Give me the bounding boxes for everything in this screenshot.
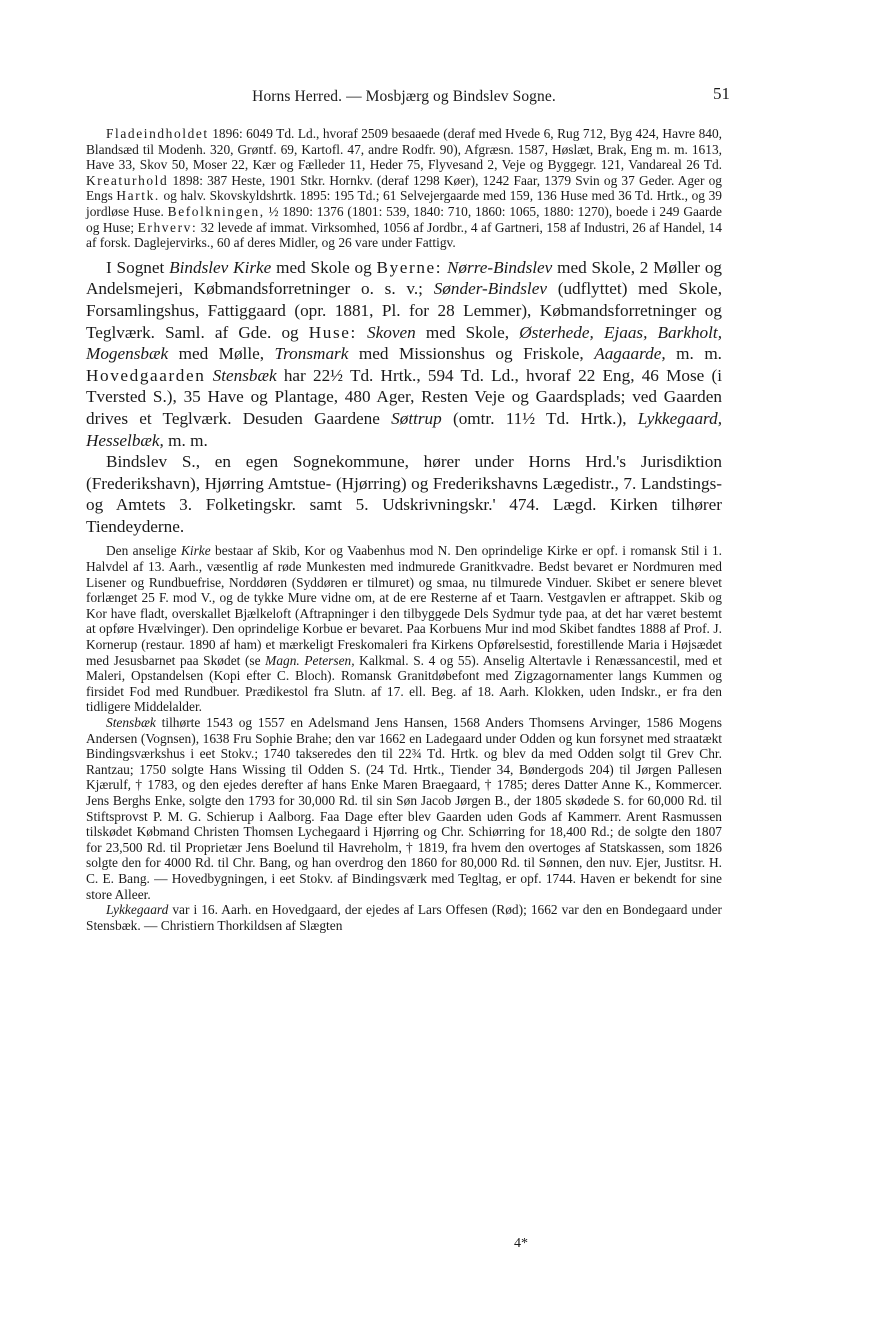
church-paragraph [86, 543, 722, 715]
place-lykkegaard-hesselbaek: Lykkegaard, Hesselbæk, [86, 408, 722, 450]
running-title: Horns Herred. — Mosbjærg og Bindslev Sogne. [252, 88, 556, 105]
text-run: 32 levede af immat. Virksomhed, 1056 af Jordbr., 4 af Gartneri, 158 af Industri, 26 af Handel, 14 af forsk. Daglejervirks., 60 af deres Midler, og 26 vare under Fattigv. [86, 219, 723, 251]
page-number: 51 [713, 84, 730, 103]
parish-description-paragraph [86, 257, 722, 451]
text-run: Kalkmal. S. 4 og 55). Anselig Altertavle i Renæssancestil, med et Maleri, Opstandelsen (Kopi efter C. Bloch). Romansk Granitdøbefont med Zigzagornamenter langs Kummen og firsidet Fod med Rundbuer. Prædikestol fra Slutn. af 17. ell. Beg. af 18. Aarh. Klokken, uden Indskr., er fra den tidligere Middelalder. [86, 652, 722, 715]
text-run [357, 323, 367, 342]
place-sottrup: Søttrup [391, 408, 442, 428]
text-run: ½ 1890: 1376 (1801: 539, 1840: 710, 1860: 1065, 1880: 1270), boede i 249 Gaarde og Huse; [86, 203, 722, 235]
text-run: bestaar af Skib, Kor og Vaabenhus mod N. Den oprindelige Kirke er opf. i romansk Stil i 1. Halvdel af 13. Aarh., væsentlig af røde Munkesten med indmurede Granitkvadre. Bedst bevaret er Nordmuren med Lisener og Rundbuefrise, Norddøren (Syddøren er tilmuret) og smaa, nu tilmurede Vinduer. Skibet er senere blevet forlænget 25 F. mod V., og de tykke Mure vidne om, at de ere Resterne af et Taarn. Vestgavlen er aftrappet. Skib og Kor have fladt, overskallet Bjælkeloft (Aftrapninger i den tilbyggede Dels Sydmur tyde paa, at det har været bestemt at opføre Hvælvinger). Den oprindelige Korbue er bevaret. Paa Korbuens Mur ind mod Skibet fandtes 1888 af Prof. J. Kornerup (restaur. 1890 af ham) et mærkeligt Freskomaleri fra Kirkens Opførelsestid, forestillende Maria i Højsædet med Jesusbarnet paa Skødet (se [86, 543, 722, 668]
term-byerne: Byerne: [376, 257, 443, 277]
text-run: med Mølle, [168, 344, 275, 364]
place-stensbaek-heading: Stensbæk [106, 715, 156, 730]
text-run: 1896: 6049 Td. Ld., hvoraf 2509 besaaede (deraf med Hvede 6, Rug 712, Byg 424, Havre 840, Blandsæd til Modenh. 320, Grøntf. 69, Kartofl. 47, andre Rodfr. 90), Afgræsn. 1587, Høslæt, Brak, Eng m. m. 1613, Have 33, Skov 50, Moser 22, Kær og Fælleder 11, Heder 75, Flyvesand 2, Veje og Byggegr. 121, Vandareal 26 Td. [86, 126, 722, 173]
text-run: I Sognet [106, 257, 170, 277]
text-run: m. m. [665, 344, 722, 364]
text-run: var i 16. Aarh. en Hovedgaard, der ejedes af Lars Offesen (Rød); 1662 var den en Bondegaard under Stensbæk. — Christiern Thorkildsen af Slægten [86, 902, 722, 933]
reference-magn-petersen: Magn. Petersen, [265, 652, 355, 668]
text-run: med Skole og [271, 257, 377, 277]
place-lykkegaard-heading: Lykkegaard [106, 902, 169, 918]
text-run: har 22½ Td. Hrtk., 594 Td. Ld., hvoraf 22 Eng, 46 Mose (i Tversted S.), 35 Have og Plantage, 480 Ager, Resten Veje og Gaardsplads; ved Gaarden drives et Teglværk. Desuden Gaardene [86, 365, 723, 428]
place-skoven: Skoven [367, 322, 416, 342]
place-aagaarde: Aagaarde, [594, 344, 666, 364]
place-bindslev-kirke: Bindslev Kirke [169, 257, 272, 277]
text-run: med Skole, [415, 322, 520, 342]
term-huse: Huse: [308, 322, 357, 342]
lykkegaard-paragraph [86, 902, 722, 933]
sheet-signature: 4* [514, 1236, 528, 1251]
place-list: Østerhede, Ejaas, Barkholt, Mogensbæk [86, 322, 722, 364]
text-run: tilhørte 1543 og 1557 en Adelsmand Jens Hansen, 1568 Anders Thomsens Arvinger, 1586 Mogens Andersen (Vognsen), 1638 Fru Sophie Brahe; den var 1662 en Ladegaard under Odden og kun forsynet med straatækt Bindingsværkshus i eet Stokv.; 1740 takseredes den til 22¾ Td. Hrtk. og blev da med Odden solgt til Grev Chr. Rantzau; 1750 solgte Hans Wissing til Odden S. (24 Td. Hrtk., Tiender 34, Bøndergods 204) til Jørgen Pallesen Kjærulf, † 1783, og den ejedes derefter af hans Enke Maren Braegaard, † 1785; deres Datter Anne K., Kommercer. Jens Berghs Enke, solgte den 1793 for 30,000 Rd. til sin Søn Jacob Jørgen B., der 1805 skødede S. for 60,000 Rd. til Stiftsprovst P. M. G. Schierup i Aalborg. Faa Dage efter blev Gaarden uden Gods af Kammerr. Arent Rasmussen tilskødet Købmand Christen Thomsen Lychegaard i Hjørring og Chr. Schiørring for 18,400 Rd.; de solgte den 1807 for 23,500 Rd. til Proprietær Jens Boelund til Havreholm, † 1819, fra hvem den overtoges af Statskassen, som 1826 solgte den for 4000 Rd. til Chr. Bang, og han overdrog den 1860 for 80,000 Rd. til Sønnen, den nuv. Ejer, Justitsr. H. C. E. Bang. — Hovedbygningen, i eet Stokv. af Bindingsværk med Tegltag, er opf. 1744. Haven er bekendt for sine store Alleer. [86, 715, 722, 902]
term-kirke: Kirke [180, 543, 211, 559]
text-run: (omtr. 11½ Td. Hrtk.), [441, 408, 638, 428]
text-run [205, 366, 212, 385]
term-befolkningen: Befolkningen, [167, 203, 265, 219]
stensbaek-history-paragraph [86, 715, 722, 902]
text-run: med Missionshus og Friskole, [348, 344, 595, 364]
place-sonder-bindslev: Sønder-Bindslev [433, 279, 547, 299]
term-fladeindholdet: Fladeindholdet [106, 126, 209, 141]
page [86, 84, 730, 933]
text-run: (udflyttet) med Skole, Forsamlingshus, Fattiggaard (opr. 1881, Pl. for 28 Lemmer), Købmandsforretninger og Teglværk. Saml. af Gde. og [86, 279, 722, 342]
text-run: Den anselige [106, 543, 181, 559]
term-hartk: Hartk. [116, 188, 160, 204]
term-hovedgaarden: Hovedgaarden [86, 365, 206, 385]
place-stensbaek: Stensbæk [212, 365, 277, 385]
page-header [86, 84, 730, 114]
text-run: med Skole, 2 Møller og Andelsmejeri, Købmandsforretninger o. s. v.; [86, 257, 723, 299]
term-kreaturhold: Kreaturhold [86, 172, 169, 188]
jurisdiction-paragraph: Bindslev S., en egen Sognekommune, hører under Horns Hrd.'s Jurisdiktion (Frederikshavn), Hjørring Amtstue- (Hjørring) og Frederikshavns Lægedistr., 7. Landstings- og Amtets 3. Folketingskr. samt 5. Udskrivningskr.' 474. Lægd. Kirken tilhører Tiendeyderne. [86, 452, 722, 536]
place-tronsmark: Tronsmark [274, 344, 349, 364]
place-norre-bindslev: Nørre-Bindslev [446, 257, 553, 277]
area-statistics-paragraph [86, 126, 722, 251]
term-erhverv: Erhverv: [137, 219, 198, 235]
text-run: og halv. Skovskyldshrtk. 1895: 195 Td.; 61 Selvejergaarde med 159, 136 Huse med 36 Td. Hrtk., og 39 jordløse Huse. [86, 188, 723, 219]
text-run: 1898: 387 Heste, 1901 Stkr. Hornkv. (deraf 1298 Køer), 1242 Faar, 1379 Svin og 37 Geder. Ager og Engs [86, 172, 722, 204]
text-run: m. m. [163, 430, 208, 450]
